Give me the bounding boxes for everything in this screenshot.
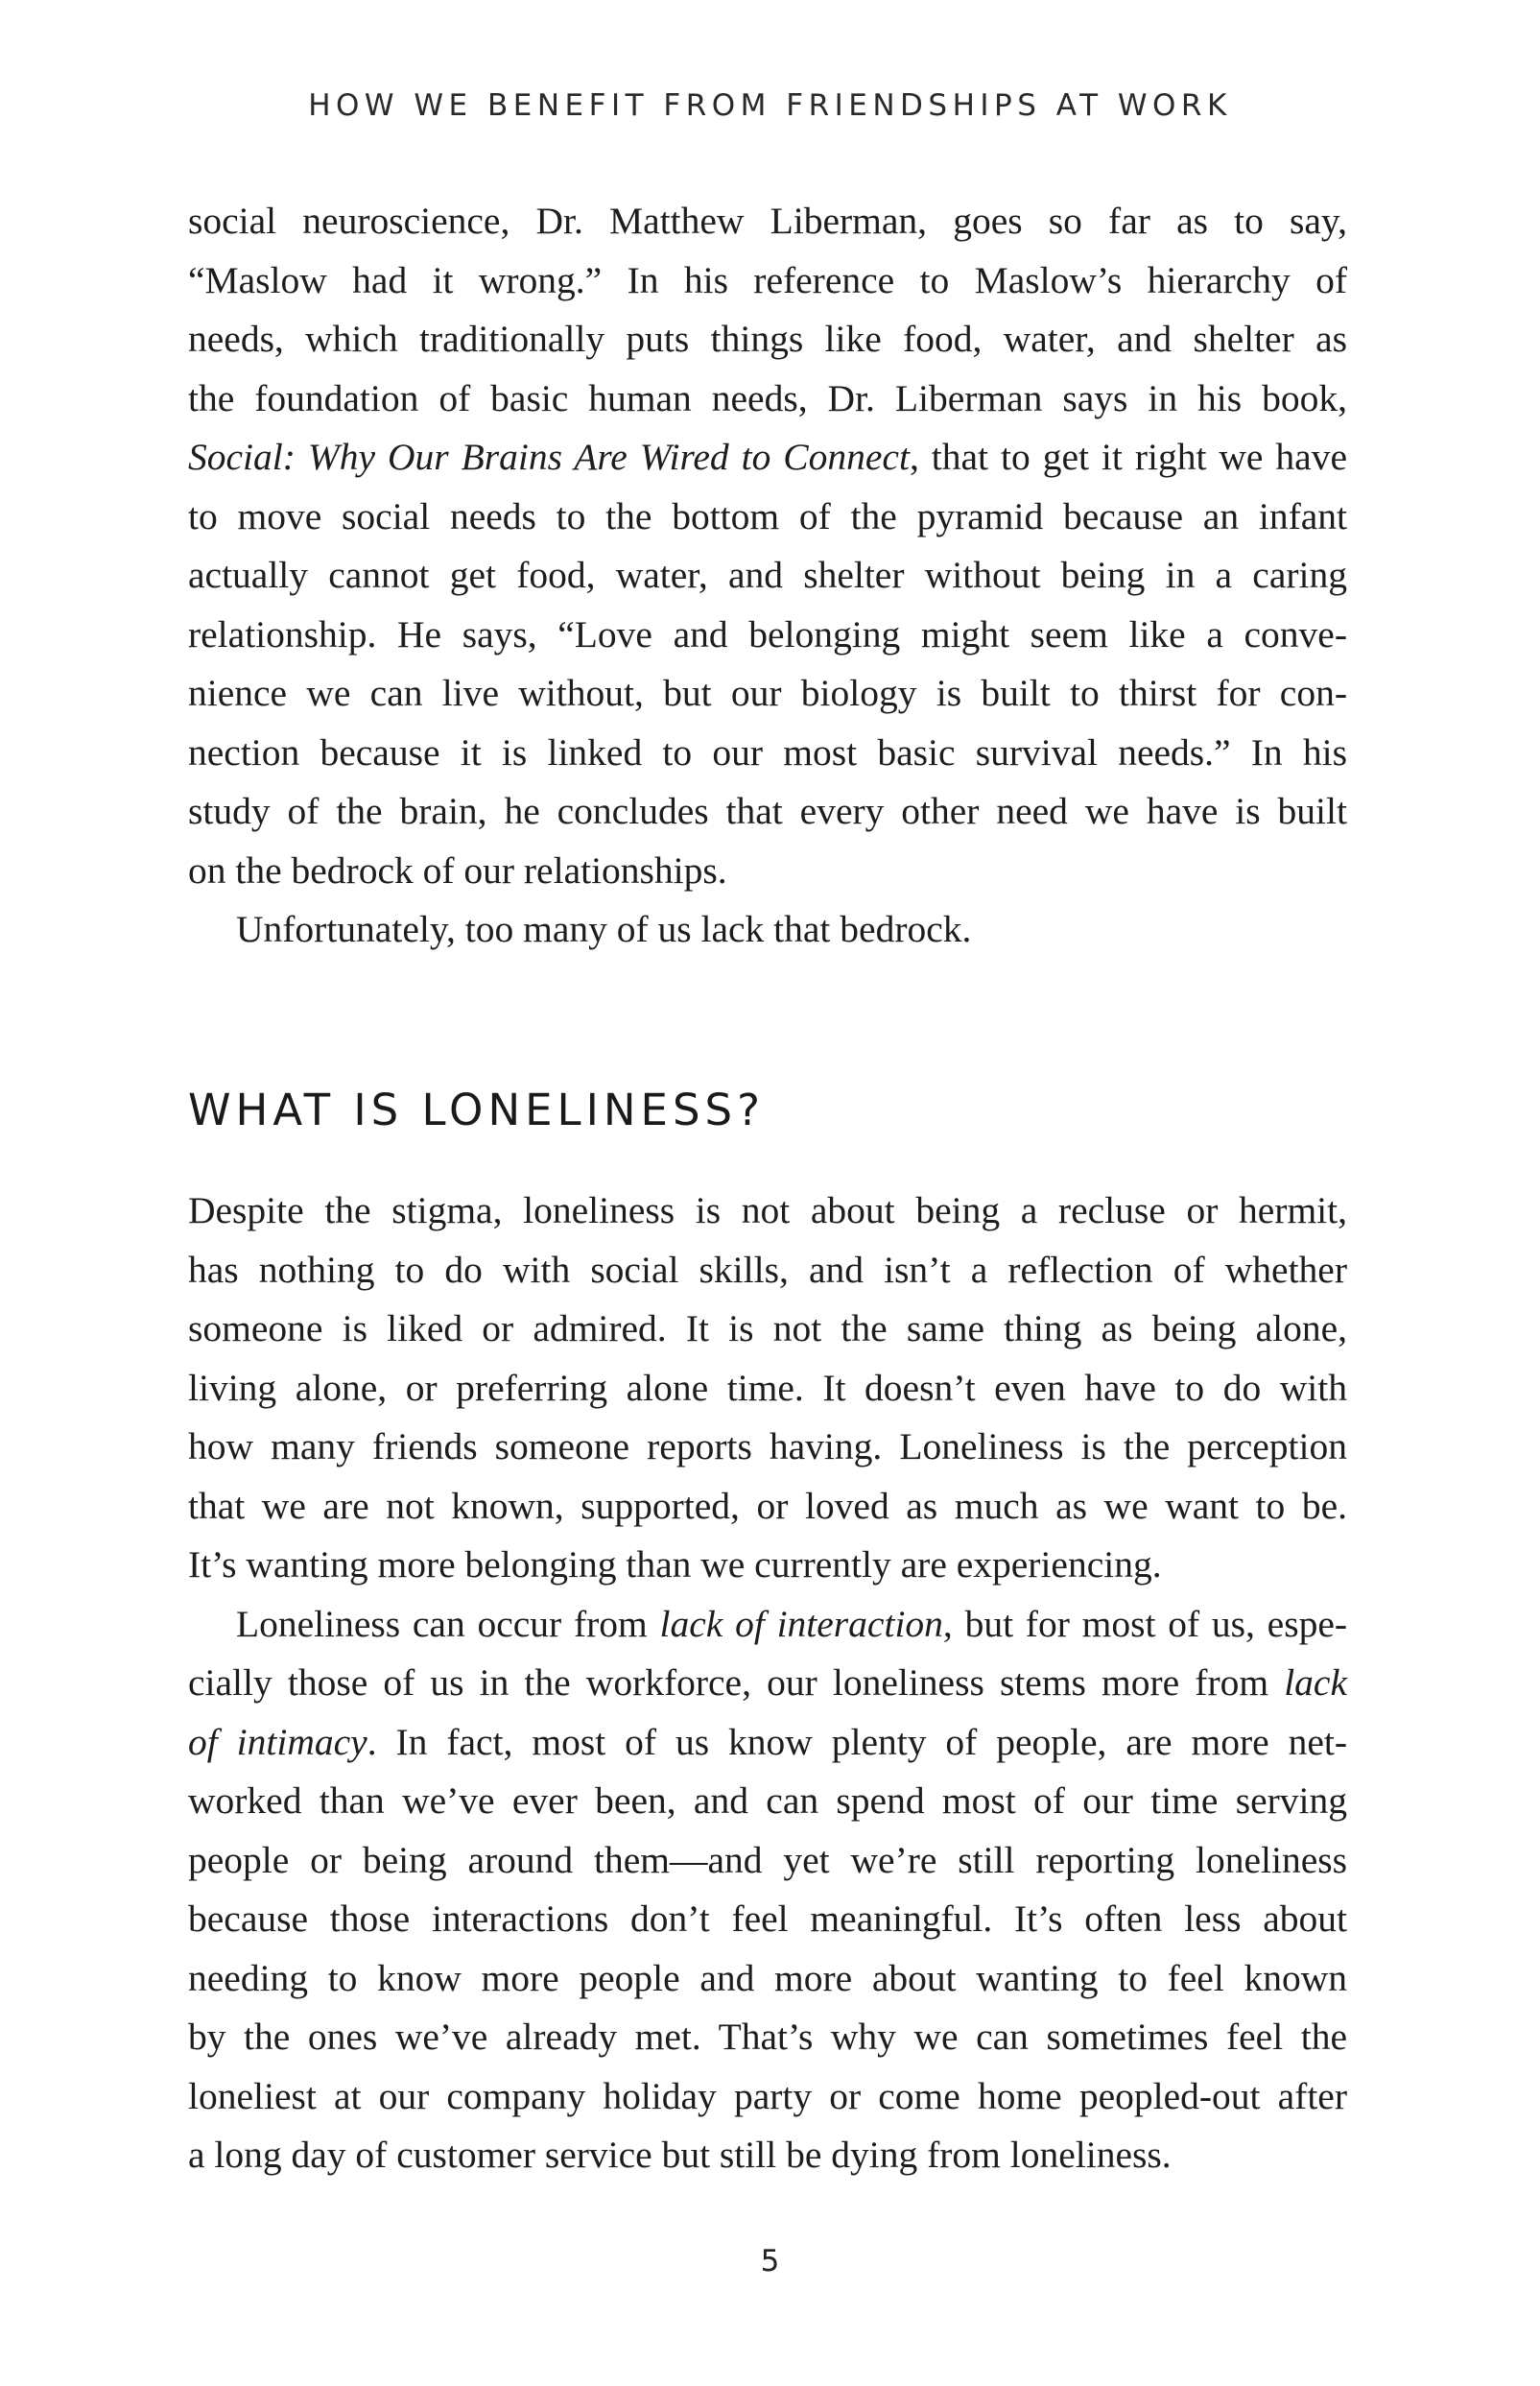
text-line: needs, which traditionally puts things like food, water, and shelter as (188, 318, 1347, 360)
text-line: study of the brain, he concludes that every other need we have is built (188, 790, 1347, 832)
text-line: a long day of customer service but still be dying from loneliness. (188, 2134, 1172, 2176)
paragraph-liberman (188, 192, 1347, 960)
emphasis: of intimacy (188, 1720, 367, 1763)
text-line: Despite the stigma, loneliness is not about being a recluse or hermit, (188, 1189, 1347, 1231)
text-line: needing to know more people and more about wanting to feel known (188, 1956, 1347, 1999)
text-line: on the bedrock of our relationships. (188, 848, 727, 892)
text-line (188, 1713, 1347, 1773)
text-line: loneliest at our company holiday party or come home peopled-out after (188, 2074, 1347, 2117)
text-line: to move social needs to the bottom of the pyramid because an infant (188, 494, 1347, 537)
text-line: that we are not known, supported, or loved as much as we want to be. (188, 1484, 1347, 1527)
text-line (188, 428, 1347, 488)
emphasis: lack (1284, 1661, 1347, 1704)
text-line (188, 1654, 1347, 1713)
running-head: HOW WE BENEFIT FROM FRIENDSHIPS AT WORK (308, 88, 1232, 123)
text-line: someone is liked or admired. It is not the same thing as being alone, (188, 1307, 1347, 1349)
text-line: worked than we’ve ever been, and can spend most of our time serving (188, 1779, 1347, 1822)
text-line: the foundation of basic human needs, Dr. Liberman says in his book, (188, 376, 1347, 419)
text-line: It’s wanting more belonging than we currently are experiencing. (188, 1543, 1162, 1586)
text-line: how many friends someone reports having. Loneliness is the perception (188, 1425, 1347, 1467)
text-line: nience we can live without, but our biology is built to thirst for con- (188, 672, 1347, 714)
text-line: actually cannot get food, water, and shelter without being in a caring (188, 554, 1347, 596)
emphasis: lack of interaction (659, 1602, 943, 1645)
text-fragment: Loneliness can occur from (236, 1602, 660, 1645)
text-fragment: , that to get it right we have (909, 436, 1347, 478)
text-line: social neuroscience, Dr. Matthew Liberman, goes so far as to say, (188, 200, 1347, 242)
section-heading: WHAT IS LONELINESS? (188, 1085, 765, 1135)
page-number: 5 (760, 2244, 780, 2279)
text-fragment: , but for most of us, espe- (942, 1602, 1347, 1645)
text-line: by the ones we’ve already met. That’s why we can sometimes feel the (188, 2016, 1347, 2058)
text-line (188, 1595, 1347, 1655)
text-line: living alone, or preferring alone time. It doesn’t even have to do with (188, 1366, 1347, 1409)
paragraph-loneliness (188, 1181, 1347, 2185)
book-title: Social: Why Our Brains Are Wired to Connect (188, 436, 910, 478)
text-fragment: cially those of us in the workforce, our loneliness stems more from (188, 1661, 1285, 1704)
text-line: “Maslow had it wrong.” In his reference to Maslow’s hierarchy of (188, 258, 1347, 301)
text-line: nection because it is linked to our most basic survival needs.” In his (188, 730, 1347, 774)
text-line: relationship. He says, “Love and belonging might seem like a conve- (188, 612, 1347, 656)
text-line: Unfortunately, too many of us lack that bedrock. (236, 908, 972, 950)
text-line: because those interactions don’t feel meaningful. It’s often less about (188, 1897, 1347, 1940)
text-line: people or being around them—and yet we’re still reporting loneliness (188, 1838, 1347, 1881)
text-fragment: . In fact, most of us know plenty of people, are more net- (367, 1720, 1347, 1763)
text-line: has nothing to do with social skills, and isn’t a reflection of whether (188, 1248, 1347, 1291)
